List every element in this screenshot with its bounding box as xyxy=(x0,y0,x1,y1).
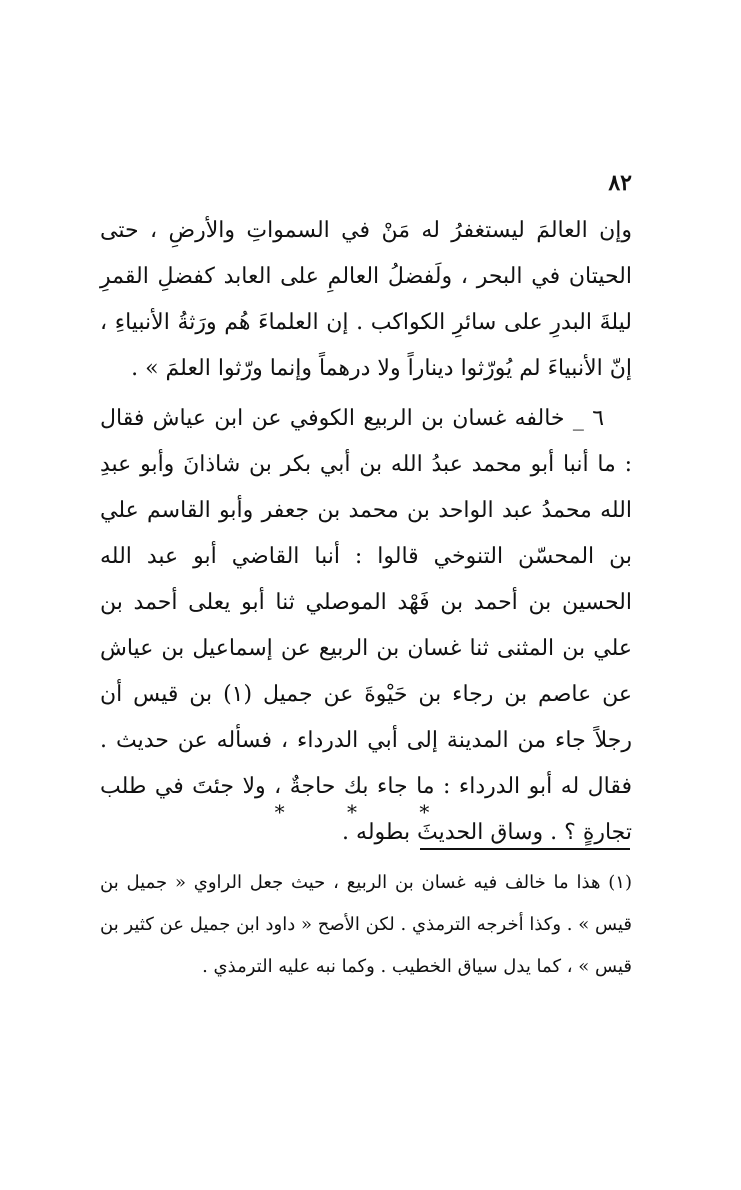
footnote-rule xyxy=(420,848,630,850)
paragraph-6: ٦ _ خالفه غسان بن الربيع الكوفي عن ابن عياش فقال : ما أنبا أبو محمد عبدُ الله بن أبي بكر بن شاذانَ وأبو عبدِ الله محمدُ عبد الواحد بن محمد بن جعفر وأبو القاسم علي بن المحسّن التنوخي قالوا : أنبا القاضي أبو عبد الله الحسين بن أحمد بن فَهْد الموصلي ثنا أبو يعلى أحمد بن علي بن المثنى ثنا غسان بن الربيع عن إسماعيل بن عياش عن عاصم بن رجاء بن حَيْوةَ عن جميل (١) بن قيس أن رجلاً جاء من المدينة إلى أبي الدرداء ، فسأله عن حديث . فقال له أبو الدرداء : ما جاء بك حاجةٌ ، ولا جئتَ في طلب تجارةٍ ؟ . وساق الحديثَ بطوله . xyxy=(100,406,632,845)
footnote: (١) هذا ما خالف فيه غسان بن الربيع ، حيث جعل الراوي « جميل بن قيس » . وكذا أخرجه الترمذي . لكن الأصح « داود ابن جميل عن كثير بن قيس » ، كما يدل سياق الخطيب . وكما نبه عليه الترمذي . xyxy=(100,872,632,977)
paragraph-hadith-continuation: وإن العالمَ ليستغفرُ له مَنْ في السمواتِ والأرضِ ، حتى الحيتان في البحر ، ولَفضلُ العالمِ على العابد كفضلِ القمرِ ليلةَ البدرِ على سائرِ الكواكب . إن العلماءَ هُم ورَثةُ الأنبياءِ ، إنّ الأنبياءَ لم يُورّثوا ديناراً ولا درهماً وإنما ورّثوا العلمَ » . xyxy=(100,218,632,381)
page-number: ٨٢ xyxy=(608,170,632,196)
main-text xyxy=(100,208,632,856)
section-separator: * * * xyxy=(274,800,458,824)
